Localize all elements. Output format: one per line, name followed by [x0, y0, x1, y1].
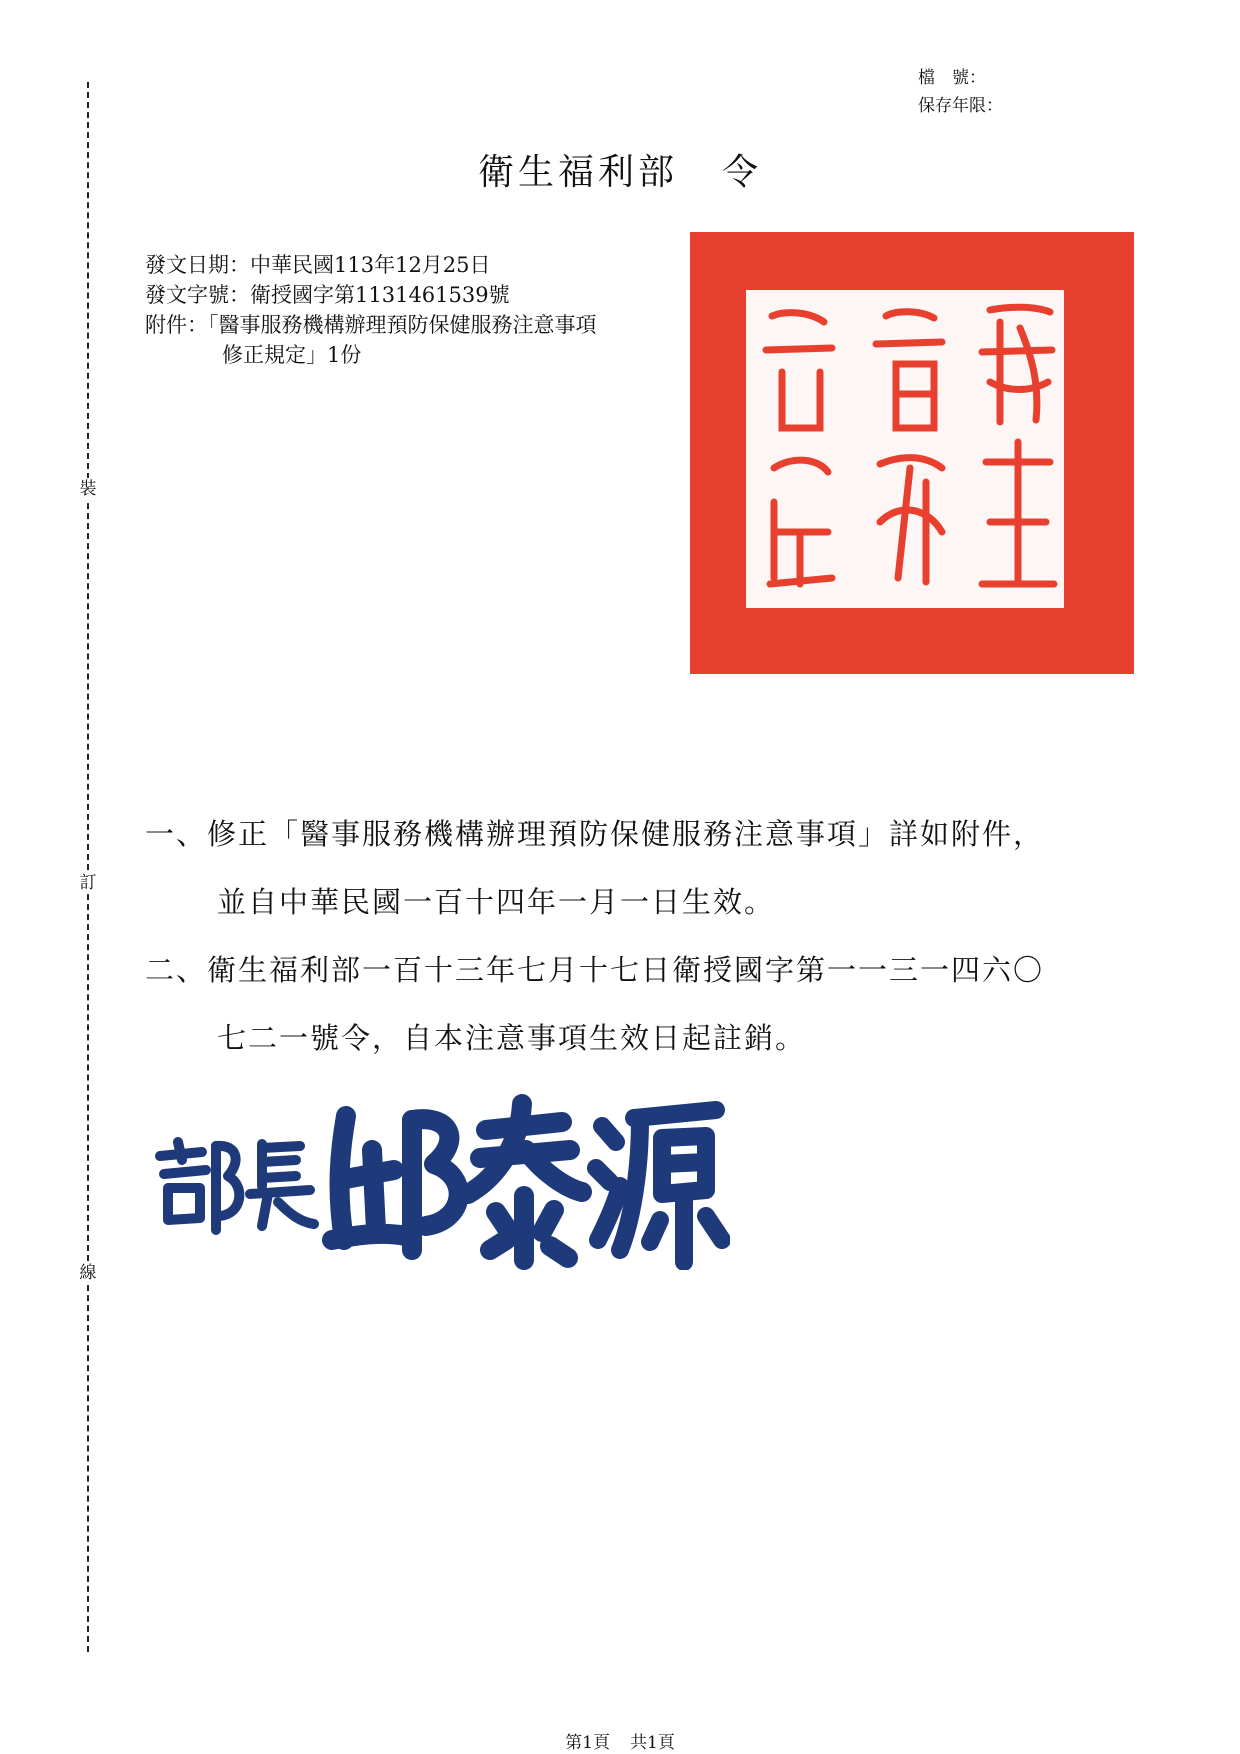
binding-dashed-line — [87, 82, 89, 1652]
retention-label: 保存年限： — [918, 96, 1003, 116]
item-1-line-2: 並自中華民國一百十四年一月一日生效。 — [217, 885, 776, 919]
file-number-label: 檔 號： — [918, 68, 986, 88]
official-seal — [690, 232, 1134, 674]
minister-signature — [150, 1090, 730, 1270]
signature-graphic — [150, 1090, 730, 1270]
binding-mark-zhuang: 裝 — [76, 478, 100, 500]
page-total: 共1頁 — [630, 1733, 675, 1753]
attachment-line-2: 修正規定」1份 — [222, 343, 362, 367]
item-1-line-1: 一、修正「醫事服務機構辦理預防保健服務注意事項」詳如附件， — [145, 817, 1045, 851]
file-number-row — [918, 64, 1003, 92]
item-2-line-2: 七二一號令，自本注意事項生效日起註銷。 — [217, 1021, 807, 1055]
title-agency: 衛生福利部 — [477, 152, 678, 193]
retention-row — [918, 92, 1003, 120]
file-info — [918, 64, 1003, 120]
page-footer — [0, 1728, 1240, 1753]
title-doc-type: 令 — [722, 152, 763, 193]
issue-number: 發文字號：衛授國字第1131461539號 — [145, 283, 510, 307]
seal-graphic — [690, 232, 1134, 674]
binding-mark-xian: 線 — [76, 1262, 100, 1284]
document-meta — [145, 250, 597, 370]
order-body — [145, 800, 1125, 1072]
issue-date: 發文日期：中華民國113年12月25日 — [145, 253, 491, 277]
attachment-line-1: 附件：「醫事服務機構辦理預防保健服務注意事項 — [145, 313, 597, 337]
page-number: 第1頁 — [565, 1733, 610, 1753]
document-title — [0, 144, 1240, 195]
item-2-line-1: 二、衛生福利部一百十三年七月十七日衛授國字第一一三一四六〇 — [145, 953, 1045, 987]
binding-mark-ding: 訂 — [76, 872, 100, 894]
